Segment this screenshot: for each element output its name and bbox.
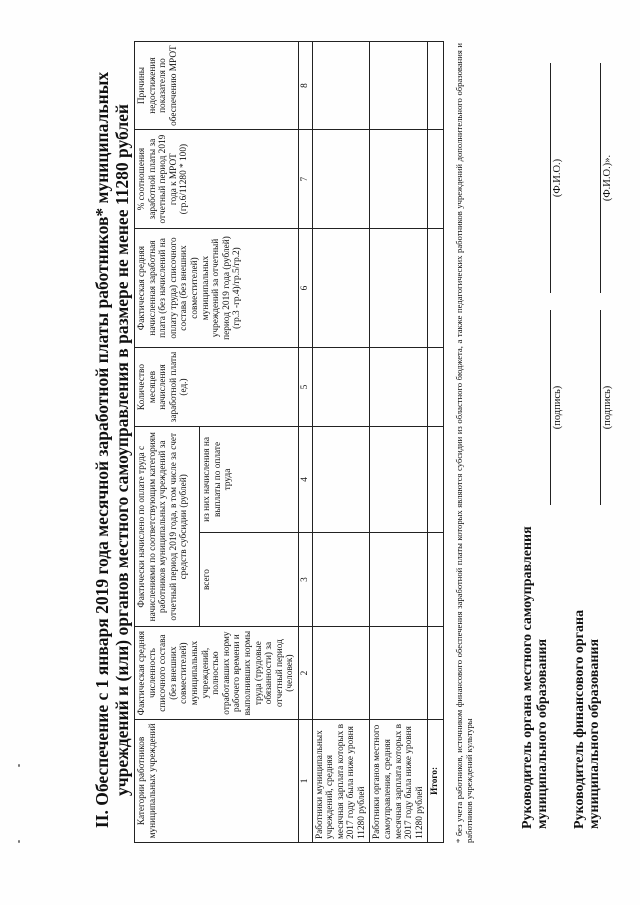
footnote: * без учета работников, источником финансового обеспечения заработной платы которых являются субсидии из областного бюджета, а также педагогических работников учреждений дополнительного образования и работников учреждений культуры [454, 43, 474, 843]
header-months-count: Количество месяцев начисления заработной платы (ед.) [135, 347, 299, 426]
table-cell [312, 42, 370, 130]
table-cell [428, 532, 444, 627]
column-number-row [298, 42, 312, 843]
table-cell [370, 42, 428, 130]
signature-head-title [520, 49, 550, 829]
fio-line [550, 63, 551, 293]
fio-line [600, 63, 601, 293]
table-cell [428, 347, 444, 426]
header-accrued-pay: Фактически начислено по оплате труда с начислениями по соответствующим категориям работников муниципальных учреждений за отчетный период 2019 года, в том числе за счет средств субсидии (рублей) [135, 427, 200, 627]
row-label-local-government: Работники органов местного самоуправления, средняя месячная зарплата которых в 2017 году была ниже уровня 11280 рублей [370, 719, 428, 842]
signature-caption: (подпись) [602, 385, 613, 430]
signature-line [550, 310, 551, 505]
signature-caption: (подпись) [552, 385, 563, 430]
header-contributions: из них начисления на выплаты по оплате труда [199, 427, 298, 533]
scan-speck [18, 764, 20, 767]
table-cell [312, 532, 370, 627]
column-number: 3 [298, 532, 312, 627]
header-avg-salary: Фактическая средняя начисленная заработная плата (без начислений на оплату труда) списочного состава (без внешних совместителей) муниципальных учреждений за отчетный период 2019 года (рублей) (гр.3 -гр.4)/гр.5/гр.2) [135, 229, 299, 348]
signature-finance-title [572, 49, 602, 829]
signature-head-line1: Руководитель органа местного самоуправления [520, 526, 535, 829]
header-avg-headcount: Фактическая средняя численность списочного состава (без внешних совместителей) муниципальных учреждений, полностью отработавших норму рабочего времени и выполнивших нормы труда (трудовые обязанности) за отчетный период (человек) [135, 627, 299, 719]
table-row-total [428, 42, 444, 843]
scan-speck [18, 840, 20, 843]
signature-finance-line2: муниципального образования [587, 638, 602, 829]
signature-finance-line1: Руководитель финансового органа [572, 609, 587, 829]
table-cell [312, 427, 370, 533]
table-cell [370, 532, 428, 627]
table-cell [312, 130, 370, 229]
table-cell [370, 130, 428, 229]
column-number: 2 [298, 627, 312, 719]
header-reasons: Причины недостижения показателя по обеспечению МРОТ [135, 42, 299, 130]
column-number: 4 [298, 427, 312, 533]
header-mrot-percent: % соотношения заработной платы за отчетный период 2019 года к МРОТ (гр.6/11280 * 100) [135, 130, 299, 229]
column-number: 7 [298, 130, 312, 229]
column-number: 5 [298, 347, 312, 426]
header-category: Категории работников муниципальных учреждений [135, 719, 299, 842]
header-total: всего [199, 532, 298, 627]
table-cell [312, 627, 370, 719]
table-cell [370, 427, 428, 533]
table-cell [428, 627, 444, 719]
row-label-institutions: Работники муниципальных учреждений, средняя месячная зарплата которых в 2017 году была ниже уровня 11280 рублей [312, 719, 370, 842]
column-number: 8 [298, 42, 312, 130]
table-cell [370, 627, 428, 719]
signature-line [600, 310, 601, 505]
column-number: 6 [298, 229, 312, 348]
table-cell [370, 347, 428, 426]
table-cell [370, 229, 428, 348]
signature-head-line2: муниципального образования [535, 638, 550, 829]
table-cell [428, 427, 444, 533]
row-label-total: Итого: [428, 719, 444, 842]
header-row-1 [135, 42, 200, 843]
section-title: II. Обеспечение с 1 января 2019 года месячной заработной платы работников* муниципальных учреждений и (или) органов местного самоуправления в размере не менее 11280 рублей [92, 71, 132, 829]
mrot-report-table [134, 41, 444, 843]
column-number: 1 [298, 719, 312, 842]
table-cell [428, 229, 444, 348]
table-cell [428, 130, 444, 229]
table-cell [312, 229, 370, 348]
table-row [312, 42, 370, 843]
fio-caption: (Ф.И.О.) [552, 158, 563, 198]
table-row [370, 42, 428, 843]
table-cell [312, 347, 370, 426]
table-cell [428, 42, 444, 130]
fio-caption: (Ф.И.О.)». [602, 154, 613, 202]
